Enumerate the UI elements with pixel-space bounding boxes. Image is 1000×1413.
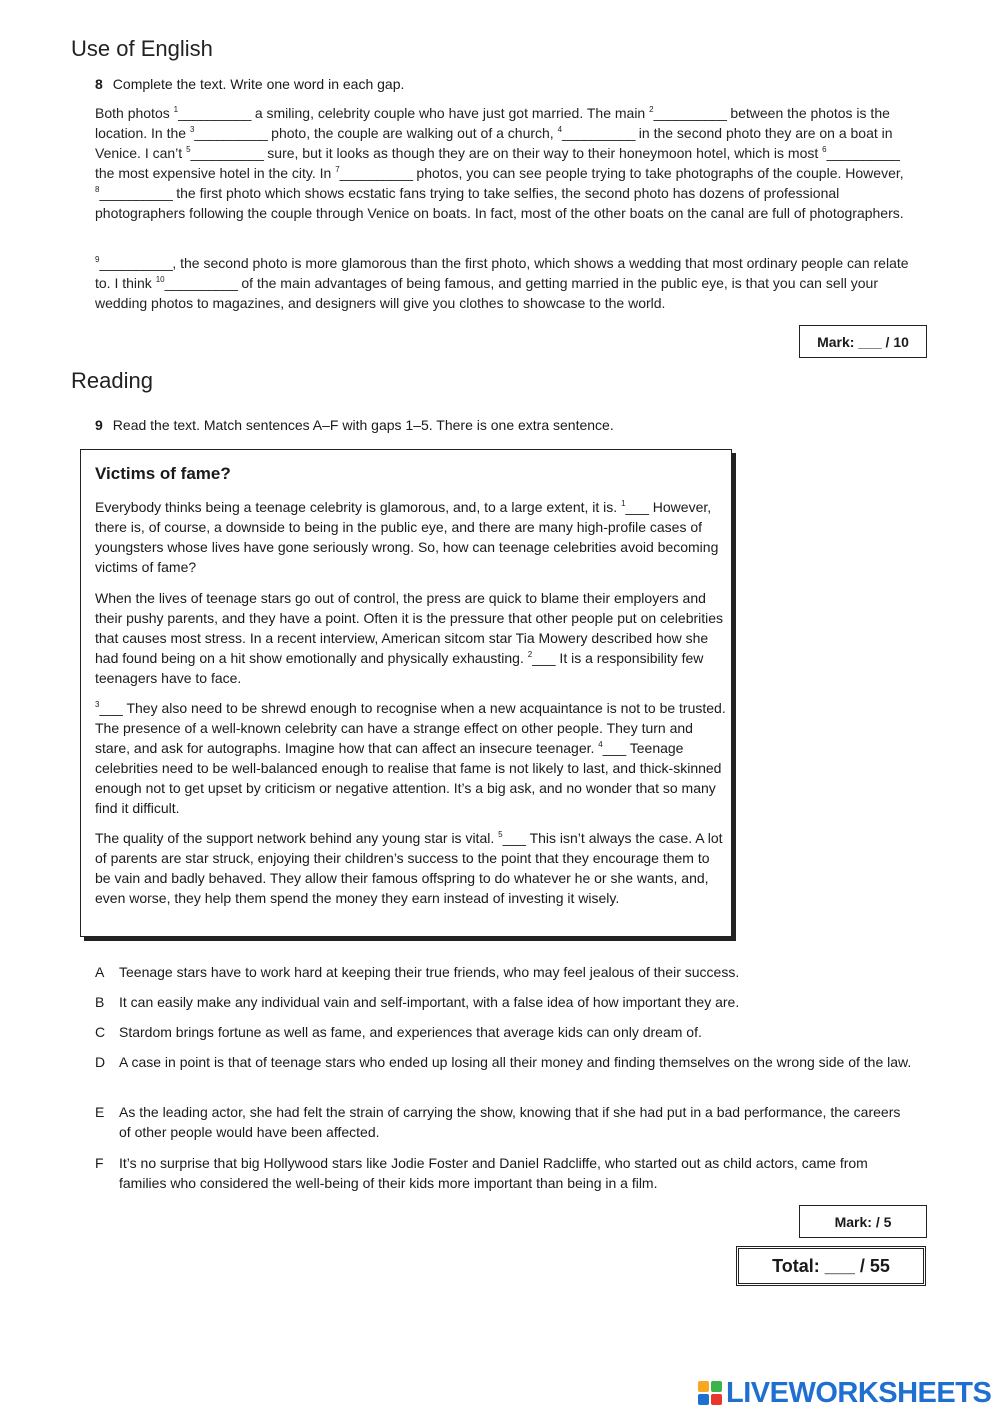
option-d: D A case in point is that of teenage stars who ended up losing all their money and finding themselves on the wrong side of the law.	[95, 1054, 912, 1070]
exercise-number: 8	[95, 76, 103, 92]
exercise-9-instruction	[95, 417, 614, 433]
reading-paragraph-4: The quality of the support network behind any young star is vital. $^5$___ This isn’t always the case. A lot of parents are star struck, enjoying their children’s success to the point that they encourage them to be vain and badly behaved. They allow their famous offspring to do whatever he or she wants, and, even worse, they help them spend the money they earn instead of investing it wisely.	[95, 830, 723, 906]
gap-7[interactable]: __________	[339, 165, 413, 181]
gap-1[interactable]: __________	[178, 105, 251, 121]
option-e: E As the leading actor, she had felt the strain of carrying the show, knowing that if she had put in a bad performance, the careers of other people would have been affected.	[95, 1104, 901, 1140]
cloze-paragraph-1: Both photos $^1$__________ a smiling, celebrity couple who have just got married. The main $^2$__________ between the photos is the location. In the $^3$__________ photo, the couple are walking out of a church, $^4$__________ in the second photo they are on a boat in Venice. I can’t $^5$__________ sure, but it looks as though they are on their way to their honeymoon hotel, which is most $^6$__________ the most expensive hotel in the city. In $^7$__________ photos, you can see people trying to take photographs of the couple. However, $^8$__________ the first photo which shows ecstatic fans trying to take selfies, the second photo has dozens of professional photographers following the couple through Venice on boats. In fact, most of the other boats on the canal are full of photographers.	[95, 105, 904, 221]
gap-10[interactable]: __________	[164, 275, 238, 291]
cloze-paragraph-2: $^9$__________, the second photo is more glamorous than the first photo, which shows a wedding that most ordinary people can relate to. I think $^{10}$__________ of the main advantages of being famous, and getting married in the public eye, is that you can sell your wedding photos to magazines, and designers will give you clothes to showcase to the world.	[95, 255, 909, 311]
reading-paragraph-3: $^3$___ They also need to be shrewd enough to recognise when a new acquaintance is not to be trusted. The presence of a well-known celebrity can have a strange effect on other people. They turn and stare, and ask for autographs. Imagine how that can affect an insecure teenager. $^4$___ Teenage celebrities need to be well-balanced enough to realise that fame is not likely to last, and thick-skinned enough not to get upset by criticism or negative attention. It’s a big ask, and no wonder that so many find it difficult.	[95, 700, 726, 816]
option-a: A Teenage stars have to work hard at keeping their true friends, who may feel jealous of their success.	[95, 964, 740, 980]
reading-gap-2[interactable]: ___	[532, 650, 556, 666]
gap-9[interactable]: __________	[99, 255, 173, 271]
reading-gap-4[interactable]: ___	[602, 740, 627, 756]
logo-text: LIVEWORKSHEETS	[726, 1376, 992, 1409]
exercise-number: 9	[95, 417, 103, 433]
logo-square	[711, 1394, 722, 1405]
logo-square	[711, 1381, 722, 1392]
reading-text-box	[80, 449, 732, 937]
instruction-text: Read the text. Match sentences A–F with gaps 1–5. There is one extra sentence.	[112, 417, 614, 433]
reading-gap-3[interactable]: ___	[99, 700, 123, 716]
gap-5[interactable]: __________	[190, 145, 264, 161]
reading-gap-5[interactable]: ___	[502, 830, 526, 846]
option-b: B It can easily make any individual vain and self-important, with a false idea of how important they are.	[95, 994, 740, 1010]
mark-box-exercise-8: Mark: ___ / 10	[799, 325, 927, 358]
logo-icon	[698, 1381, 722, 1405]
mark-box-exercise-9: Mark: / 5	[799, 1205, 927, 1238]
gap-2[interactable]: __________	[653, 105, 727, 121]
logo-square	[698, 1394, 709, 1405]
gap-3[interactable]: __________	[194, 125, 268, 141]
logo-square	[698, 1381, 709, 1392]
section-title-use-of-english: Use of English	[71, 36, 213, 61]
reading-paragraph-2: When the lives of teenage stars go out of control, the press are quick to blame their employers and their pushy parents, and they have a point. Often it is the pressure that other people put on celebrities that causes most stress. In a recent interview, American sitcom star Tia Mowery described how she had found being on a hit show emotionally and physically exhausting. $^2$___ It is a responsibility few teenagers have to face.	[95, 590, 724, 686]
exercise-8-instruction	[95, 76, 404, 92]
gap-4[interactable]: __________	[562, 125, 635, 141]
gap-6[interactable]: __________	[826, 145, 900, 161]
reading-gap-1[interactable]: ___	[625, 499, 649, 515]
option-f: F It’s no surprise that big Hollywood stars like Jodie Foster and Daniel Radcliffe, who started out as child actors, came from families who considered the well-being of their kids more important than being in a film.	[95, 1155, 868, 1191]
gap-8[interactable]: __________	[99, 185, 173, 201]
instruction-text: Complete the text. Write one word in each gap.	[112, 76, 405, 92]
liveworksheets-logo	[698, 1378, 991, 1408]
total-score-box: Total: ___ / 55	[736, 1246, 926, 1286]
reading-title: Victims of fame?	[95, 464, 231, 483]
reading-paragraph-1: Everybody thinks being a teenage celebrity is glamorous, and, to a large extent, it is. $^1$___ However, there is, of course, a downside to being in the public eye, and there are many high-profile cases of youngsters whose lives have gone seriously wrong. So, how can teenage celebrities avoid becoming victims of fame?	[95, 499, 719, 575]
section-title-reading: Reading	[71, 368, 153, 393]
option-c: C Stardom brings fortune as well as fame, and experiences that average kids can only dream of.	[95, 1024, 702, 1040]
